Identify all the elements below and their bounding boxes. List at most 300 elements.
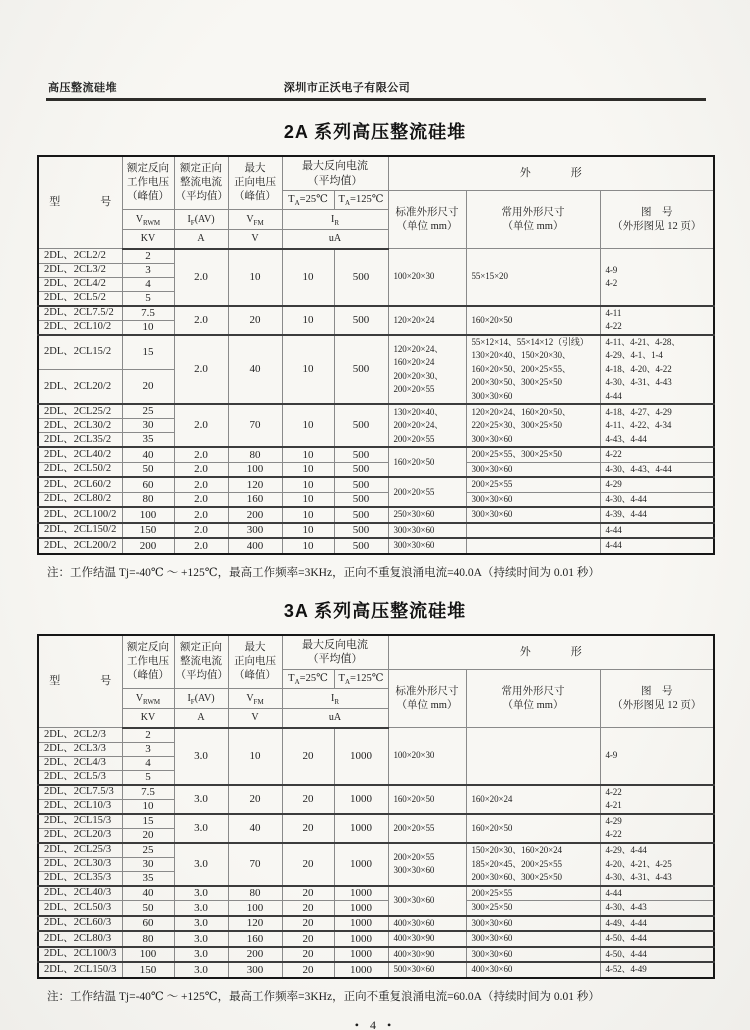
vrwm-cell: 150 [122, 962, 174, 978]
std-dim-cell: 300×30×60 [388, 523, 466, 539]
vfm-cell: 300 [228, 523, 282, 539]
figure-no-cell: 4-44 [600, 523, 714, 539]
page-content [0, 118, 750, 1030]
model-cell: 2DL、2CL4/2 [38, 277, 122, 291]
std-dim-header-line: 标准外形尺寸 [395, 685, 459, 697]
spec-table-2a [37, 155, 715, 555]
vfm-cell: 200 [228, 507, 282, 523]
ta125-value: =125℃ [350, 194, 384, 206]
vrwm-cell: 60 [122, 477, 174, 492]
ir125-cell: 1000 [334, 785, 388, 814]
figure-no-cell: 4-9 4-2 [600, 249, 714, 306]
model-cell: 2DL、2CL7.5/2 [38, 306, 122, 321]
ir25-cell: 20 [282, 931, 334, 947]
vrwm-cell: 40 [122, 447, 174, 462]
table-row [38, 404, 714, 419]
vfm-cell: 80 [228, 886, 282, 901]
section-3a [37, 597, 713, 1004]
ifav-cell: 3.0 [174, 886, 228, 901]
common-dim-cell [466, 523, 600, 539]
ifav-header [174, 156, 228, 209]
vrwm-symbol: V [135, 213, 144, 225]
model-cell: 2DL、2CL60/3 [38, 916, 122, 932]
table-header [38, 635, 714, 728]
vrwm-cell: 60 [122, 916, 174, 932]
section-title-2a: 2A 系列高压整流硅堆 [283, 122, 467, 142]
vrwm-cell: 35 [122, 871, 174, 886]
ir25-cell: 20 [282, 916, 334, 932]
model-cell: 2DL、2CL15/2 [38, 335, 122, 370]
ifav-header-line: 整流电流 [180, 177, 222, 189]
model-cell: 2DL、2CL150/3 [38, 962, 122, 978]
vrwm-header [122, 156, 174, 209]
header-row-titles [38, 635, 714, 670]
vrwm-cell: 20 [122, 828, 174, 843]
vrwm-cell: 35 [122, 433, 174, 448]
vrwm-cell: 100 [122, 947, 174, 963]
ifav-cell: 3.0 [174, 814, 228, 843]
vrwm-cell: 15 [122, 335, 174, 370]
model-cell: 2DL、2CL15/3 [38, 814, 122, 829]
common-dim-cell: 300×30×60 [466, 931, 600, 947]
ir25-cell: 10 [282, 477, 334, 492]
ir-symbol-cell [282, 688, 388, 708]
vfm-unit: V [228, 229, 282, 249]
ifav-symbol-suffix: (AV) [194, 213, 215, 225]
common-dim-cell: 400×30×60 [466, 962, 600, 978]
ir-unit: uA [282, 708, 388, 728]
ir125-cell: 500 [334, 523, 388, 539]
figure-no-cell: 4-29 [600, 477, 714, 492]
model-header [38, 156, 122, 249]
ifav-symbol: I [187, 692, 191, 704]
ifav-cell: 2.0 [174, 523, 228, 539]
ifav-unit: A [174, 708, 228, 728]
common-dim-header-line: （单位 mm） [502, 220, 564, 232]
vfm-unit: V [228, 708, 282, 728]
vrwm-cell: 5 [122, 770, 174, 785]
common-dim-cell: 300×25×50 [466, 901, 600, 916]
vfm-header-line: 正向电压 [234, 177, 276, 189]
ifav-symbol-cell [174, 688, 228, 708]
ifav-cell: 2.0 [174, 404, 228, 447]
vrwm-header-line: 工作电压 [127, 655, 169, 667]
ifav-cell: 2.0 [174, 538, 228, 554]
vrwm-cell: 80 [122, 931, 174, 947]
vfm-header-line: （峰值） [234, 190, 276, 202]
figure-no-cell: 4-49、4-44 [600, 916, 714, 932]
ir25-cell: 10 [282, 447, 334, 462]
ir25-cell: 20 [282, 901, 334, 916]
ir25-cell: 10 [282, 538, 334, 554]
model-cell: 2DL、2CL50/3 [38, 901, 122, 916]
vrwm-subscript: RWM [143, 697, 161, 706]
vfm-cell: 120 [228, 477, 282, 492]
table-header [38, 156, 714, 249]
ir125-cell: 1000 [334, 886, 388, 901]
std-dim-cell: 160×20×50 [388, 785, 466, 814]
vfm-symbol-cell [228, 688, 282, 708]
vfm-header [228, 156, 282, 209]
common-dim-cell: 160×20×50 [466, 306, 600, 335]
std-dim-cell: 300×30×60 [388, 886, 466, 916]
model-cell: 2DL、2CL2/2 [38, 249, 122, 264]
std-dim-header-line: （单位 mm） [396, 699, 458, 711]
table-row [38, 814, 714, 829]
vrwm-cell: 10 [122, 320, 174, 335]
ir-subscript: R [334, 218, 339, 227]
model-cell: 2DL、2CL25/3 [38, 843, 122, 858]
std-dim-cell: 130×20×40、 200×20×24、 200×20×55 [388, 404, 466, 447]
ta125-symbol: T [338, 672, 345, 684]
vrwm-subscript: RWM [143, 218, 161, 227]
ifav-cell: 2.0 [174, 492, 228, 507]
std-dim-cell: 400×30×90 [388, 931, 466, 947]
section-title-3a: 3A 系列高压整流硅堆 [283, 600, 467, 621]
ir125-cell: 1000 [334, 916, 388, 932]
model-cell: 2DL、2CL80/2 [38, 492, 122, 507]
vrwm-cell: 30 [122, 419, 174, 433]
vrwm-cell: 4 [122, 277, 174, 291]
common-dim-cell: 300×30×60 [466, 916, 600, 932]
table-row [38, 523, 714, 539]
ta125-subscript: A [344, 199, 351, 208]
table-row [38, 843, 714, 858]
ifav-cell: 3.0 [174, 785, 228, 814]
std-dim-cell: 200×20×55 [388, 814, 466, 843]
ir25-cell: 10 [282, 492, 334, 507]
shape-header-label: 外 形 [519, 646, 588, 659]
model-cell: 2DL、2CL35/2 [38, 433, 122, 448]
ir25-cell: 10 [282, 507, 334, 523]
vrwm-cell: 7.5 [122, 306, 174, 321]
ifav-cell: 2.0 [174, 462, 228, 477]
ta25-symbol: T [288, 194, 295, 206]
std-dim-cell: 200×20×55 [388, 477, 466, 507]
vfm-cell: 40 [228, 335, 282, 405]
ifav-subscript: F [190, 697, 195, 706]
vrwm-cell: 25 [122, 404, 174, 419]
vrwm-cell: 150 [122, 523, 174, 539]
company-name: 深圳市正沃电子有限公司 [283, 82, 411, 94]
reverse-current-header-line: （平均值） [307, 653, 363, 666]
std-dim-header [388, 669, 466, 727]
ir125-cell: 1000 [334, 962, 388, 978]
common-dim-cell: 160×20×50 [466, 814, 600, 843]
ifav-cell: 3.0 [174, 916, 228, 932]
table-row [38, 492, 714, 507]
figure-header-line: （外形图见 12 页） [612, 699, 702, 711]
vrwm-cell: 40 [122, 886, 174, 901]
ir25-cell: 10 [282, 249, 334, 306]
figure-no-cell: 4-52、4-49 [600, 962, 714, 978]
ir25-cell: 20 [282, 785, 334, 814]
ir25-cell: 10 [282, 404, 334, 447]
vrwm-cell: 2 [122, 728, 174, 743]
reverse-current-header-line: 最大反向电流 [302, 638, 368, 651]
figure-header-line: （外形图见 12 页） [612, 220, 702, 232]
ir125-cell: 1000 [334, 931, 388, 947]
vrwm-cell: 100 [122, 507, 174, 523]
std-dim-cell: 250×30×60 [388, 507, 466, 523]
vrwm-cell: 15 [122, 814, 174, 829]
ifav-cell: 2.0 [174, 507, 228, 523]
vrwm-cell: 3 [122, 263, 174, 277]
vfm-symbol-cell [228, 209, 282, 229]
std-dim-cell: 100×20×30 [388, 728, 466, 785]
common-dim-cell: 55×12×14、55×14×12（引线） 130×20×40、150×20×30、 160×20×50、200×25×55、 200×30×50、300×25×50 300×30×60 [466, 335, 600, 405]
reverse-current-header-line: （平均值） [307, 174, 363, 187]
figure-no-cell: 4-29、4-44 4-20、4-21、4-25 4-30、4-31、4-43 [600, 843, 714, 886]
ir125-cell: 1000 [334, 814, 388, 843]
model-cell: 2DL、2CL7.5/3 [38, 785, 122, 800]
ir25-cell: 20 [282, 843, 334, 886]
figure-no-cell: 4-11、4-21、4-28、 4-29、4-1、1-4 4-18、4-20、4-22 4-30、4-31、4-43 4-44 [600, 335, 714, 405]
model-cell: 2DL、2CL5/2 [38, 291, 122, 306]
ir25-cell: 10 [282, 523, 334, 539]
ta25-value: =25℃ [299, 194, 328, 206]
ir125-cell: 1000 [334, 843, 388, 886]
model-header-label: 型 号 [49, 675, 118, 688]
ir25-cell: 20 [282, 886, 334, 901]
table-row [38, 901, 714, 916]
common-dim-cell [466, 538, 600, 554]
std-dim-header [388, 191, 466, 249]
common-dim-cell: 55×15×20 [466, 249, 600, 306]
std-dim-cell: 500×30×60 [388, 962, 466, 978]
figure-header [600, 669, 714, 727]
vrwm-cell: 2 [122, 249, 174, 264]
ifav-cell: 3.0 [174, 931, 228, 947]
table-body-3a [38, 728, 714, 978]
header-row-titles [38, 156, 714, 191]
model-cell: 2DL、2CL5/3 [38, 770, 122, 785]
ir125-cell: 1000 [334, 728, 388, 785]
page-number: • 4 • [354, 1017, 396, 1030]
vrwm-cell: 30 [122, 857, 174, 871]
vfm-subscript: FM [253, 218, 264, 227]
figure-no-cell: 4-18、4-27、4-29 4-11、4-22、4-34 4-43、4-44 [600, 404, 714, 447]
model-header-label: 型 号 [49, 196, 118, 209]
vrwm-unit: KV [122, 708, 174, 728]
table-body-2a [38, 249, 714, 554]
vfm-cell: 40 [228, 814, 282, 843]
figure-header-line: 图 号 [641, 685, 673, 697]
std-dim-cell: 300×30×60 [388, 538, 466, 554]
vrwm-cell: 7.5 [122, 785, 174, 800]
ir-subscript: R [334, 697, 339, 706]
ifav-header-line: （平均值） [175, 190, 228, 202]
table-row [38, 728, 714, 743]
spec-table-3a [37, 634, 715, 979]
vrwm-header [122, 635, 174, 688]
ifav-cell: 2.0 [174, 249, 228, 306]
vfm-subscript: FM [253, 697, 264, 706]
std-dim-cell: 100×20×30 [388, 249, 466, 306]
ir25-cell: 10 [282, 335, 334, 405]
common-dim-cell: 160×20×24 [466, 785, 600, 814]
figure-no-cell: 4-30、4-43 [600, 901, 714, 916]
common-dim-header-line: 常用外形尺寸 [501, 206, 565, 218]
ta25-header [282, 191, 334, 210]
vrwm-cell: 10 [122, 799, 174, 814]
model-cell: 2DL、2CL25/2 [38, 404, 122, 419]
vrwm-cell: 80 [122, 492, 174, 507]
ir125-cell: 1000 [334, 947, 388, 963]
table-row [38, 947, 714, 963]
common-dim-cell: 300×30×60 [466, 492, 600, 507]
table-row [38, 962, 714, 978]
ifav-header [174, 635, 228, 688]
vfm-cell: 100 [228, 901, 282, 916]
table-row [38, 931, 714, 947]
std-dim-cell: 160×20×50 [388, 447, 466, 477]
table-note-3a: 注：工作结温 Tj=-40℃ ～ +125℃，最高工作频率=3KHz，正向不重复浪涌电流=60.0A（持续时间为 0.01 秒） [47, 990, 600, 1003]
vfm-header-line: 最大 [244, 163, 266, 175]
vrwm-unit: KV [122, 229, 174, 249]
vfm-header-line: 正向电压 [234, 655, 276, 667]
vfm-header [228, 635, 282, 688]
ta125-value: =125℃ [350, 672, 384, 684]
model-cell: 2DL、2CL80/3 [38, 931, 122, 947]
ir125-cell: 500 [334, 447, 388, 462]
ifav-symbol: I [187, 213, 191, 225]
model-cell: 2DL、2CL40/3 [38, 886, 122, 901]
ir125-cell: 500 [334, 462, 388, 477]
figure-no-cell: 4-22 [600, 447, 714, 462]
ifav-symbol-cell [174, 209, 228, 229]
figure-no-cell: 4-29 4-22 [600, 814, 714, 843]
ir-symbol: I [330, 213, 335, 225]
common-dim-cell: 300×30×60 [466, 507, 600, 523]
ifav-cell: 2.0 [174, 306, 228, 335]
vfm-cell: 20 [228, 306, 282, 335]
ifav-cell: 3.0 [174, 901, 228, 916]
model-cell: 2DL、2CL3/2 [38, 263, 122, 277]
ir125-cell: 500 [334, 335, 388, 405]
ifav-header-line: 额定正向 [180, 642, 222, 654]
std-dim-cell: 200×20×55 300×30×60 [388, 843, 466, 886]
ifav-cell: 3.0 [174, 962, 228, 978]
ifav-cell: 2.0 [174, 447, 228, 462]
ir125-cell: 500 [334, 249, 388, 306]
table-row [38, 507, 714, 523]
vrwm-symbol-cell [122, 688, 174, 708]
figure-no-cell: 4-44 [600, 538, 714, 554]
shape-header [388, 156, 714, 191]
common-dim-header [466, 191, 600, 249]
figure-no-cell: 4-30、4-43、4-44 [600, 462, 714, 477]
vfm-cell: 10 [228, 728, 282, 785]
vfm-cell: 70 [228, 843, 282, 886]
model-cell: 2DL、2CL200/2 [38, 538, 122, 554]
ta125-symbol: T [338, 194, 345, 206]
std-dim-cell: 400×30×90 [388, 947, 466, 963]
vfm-cell: 160 [228, 492, 282, 507]
model-cell: 2DL、2CL3/3 [38, 742, 122, 756]
common-dim-cell: 300×30×60 [466, 462, 600, 477]
ifav-cell: 2.0 [174, 477, 228, 492]
vrwm-cell: 200 [122, 538, 174, 554]
ir-symbol: I [330, 692, 335, 704]
ifav-cell: 3.0 [174, 947, 228, 963]
vfm-cell: 120 [228, 916, 282, 932]
ir125-cell: 500 [334, 306, 388, 335]
table-row [38, 477, 714, 492]
vrwm-cell: 3 [122, 742, 174, 756]
common-dim-header [466, 669, 600, 727]
ta25-value: =25℃ [299, 672, 328, 684]
vrwm-symbol: V [135, 692, 144, 704]
common-dim-cell: 120×20×24、160×20×50、 220×25×30、300×25×50 300×30×60 [466, 404, 600, 447]
vrwm-cell: 25 [122, 843, 174, 858]
vfm-cell: 20 [228, 785, 282, 814]
table-row [38, 462, 714, 477]
reverse-current-header [282, 156, 388, 191]
ifav-symbol-suffix: (AV) [194, 692, 215, 704]
vfm-cell: 80 [228, 447, 282, 462]
ir25-cell: 10 [282, 462, 334, 477]
figure-header-line: 图 号 [641, 206, 673, 218]
model-cell: 2DL、2CL10/2 [38, 320, 122, 335]
ta125-header [334, 191, 388, 210]
model-cell: 2DL、2CL50/2 [38, 462, 122, 477]
common-dim-cell: 200×25×55 [466, 886, 600, 901]
ir125-cell: 1000 [334, 901, 388, 916]
common-dim-cell: 300×30×60 [466, 947, 600, 963]
vfm-cell: 100 [228, 462, 282, 477]
ta25-symbol: T [288, 672, 295, 684]
model-cell: 2DL、2CL2/3 [38, 728, 122, 743]
model-cell: 2DL、2CL100/3 [38, 947, 122, 963]
common-dim-header-line: （单位 mm） [502, 699, 564, 711]
ir25-cell: 20 [282, 814, 334, 843]
ifav-header-line: 整流电流 [180, 655, 222, 667]
model-cell: 2DL、2CL30/3 [38, 857, 122, 871]
vrwm-cell: 50 [122, 901, 174, 916]
table-row [38, 916, 714, 932]
reverse-current-header [282, 635, 388, 670]
model-cell: 2DL、2CL30/2 [38, 419, 122, 433]
ir-unit: uA [282, 229, 388, 249]
std-dim-header-line: 标准外形尺寸 [395, 206, 459, 218]
common-dim-header-line: 常用外形尺寸 [501, 685, 565, 697]
ta25-header [282, 669, 334, 688]
vfm-cell: 200 [228, 947, 282, 963]
std-dim-header-line: （单位 mm） [396, 220, 458, 232]
figure-no-cell: 4-9 [600, 728, 714, 785]
vrwm-cell: 4 [122, 756, 174, 770]
vfm-cell: 160 [228, 931, 282, 947]
figure-no-cell: 4-30、4-44 [600, 492, 714, 507]
table-row [38, 785, 714, 800]
ifav-cell: 3.0 [174, 843, 228, 886]
figure-no-cell: 4-50、4-44 [600, 947, 714, 963]
ir25-cell: 20 [282, 962, 334, 978]
masthead [46, 76, 704, 98]
vfm-symbol: V [246, 213, 254, 225]
ifav-header-line: （平均值） [175, 669, 228, 681]
vfm-cell: 400 [228, 538, 282, 554]
vrwm-cell: 20 [122, 370, 174, 405]
ifav-unit: A [174, 229, 228, 249]
running-head-left: 高压整流硅堆 [48, 82, 117, 94]
ir125-cell: 500 [334, 477, 388, 492]
model-cell: 2DL、2CL35/3 [38, 871, 122, 886]
vrwm-header-line: 额定反向 [127, 163, 169, 175]
figure-no-cell: 4-11 4-22 [600, 306, 714, 335]
ta25-subscript: A [294, 199, 300, 208]
